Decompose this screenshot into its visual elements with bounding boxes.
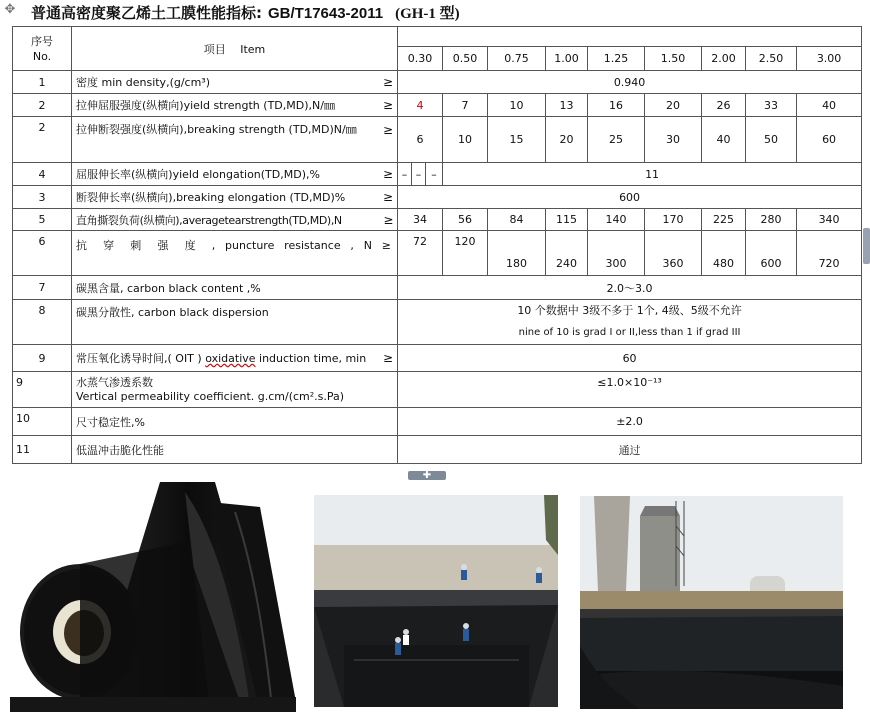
value-cell: 20 [645, 94, 702, 117]
table-row-puncture [13, 231, 862, 276]
row-no: 2 [13, 94, 72, 117]
title-cn: 普通高密度聚乙烯土工膜性能指标: [31, 4, 263, 22]
value-cell: 56 [443, 209, 488, 231]
row-label: 抗 穿 刺 强 度 , puncture resistance , N ≥ [72, 231, 398, 276]
thickness-cell: 2.00 [702, 47, 746, 71]
value-cell: 10 [443, 117, 488, 163]
value-cell: 26 [702, 94, 746, 117]
value-cell: 60 [797, 117, 862, 163]
move-handle-icon[interactable]: ✥ [4, 2, 16, 17]
table-row-dimension [13, 408, 862, 436]
dash-cell: – [412, 163, 426, 186]
value-cell: 16 [588, 94, 645, 117]
table-row-permeability [13, 372, 862, 408]
table-row-breaking-strength [13, 117, 862, 163]
ge-symbol: ≥ [382, 75, 393, 89]
thickness-cell: 0.75 [488, 47, 546, 71]
row-label [72, 372, 398, 408]
value-cell: 120 [443, 231, 488, 276]
value-cell: 72 [398, 231, 443, 276]
ge-symbol: ≥ [382, 167, 393, 181]
value-cell: 40 [702, 117, 746, 163]
table-row-oit [13, 345, 862, 372]
value-cell: 180 [488, 231, 546, 276]
row-label [72, 209, 398, 231]
table-resize-handle[interactable]: ✚ [408, 471, 446, 480]
value-cell: 13 [546, 94, 588, 117]
row-label-spellcheck: oxidative [205, 352, 256, 365]
value-cell: 600 [746, 231, 797, 276]
value-cell: 720 [797, 231, 862, 276]
value-cell: 30 [645, 117, 702, 163]
table-row-yield-elongation [13, 163, 862, 186]
row-label [72, 186, 398, 209]
table-row-carbon-content [13, 276, 862, 300]
row-label: 尺寸稳定性,% [72, 408, 398, 436]
value-cell: 10 [488, 94, 546, 117]
row-label-post: induction time, min [255, 352, 367, 365]
row-label [72, 94, 398, 117]
header-no [13, 27, 72, 71]
row-label: 碳黑含量, carbon black content ,% [72, 276, 398, 300]
row-label [72, 163, 398, 186]
table-row-yield-strength [13, 94, 862, 117]
row-no: 9 [13, 345, 72, 372]
row-label-cn: 水蒸气渗透系数 [76, 375, 153, 389]
value-cell: 170 [645, 209, 702, 231]
table-row-carbon-dispersion [13, 300, 862, 345]
industrial-pond-photo [580, 496, 843, 709]
row-label-text: 屈服伸长率(纵横向)yield elongation(TD,MD),% [76, 168, 320, 181]
row-label-pre: 常压氧化诱导时间,( OIT ) [76, 352, 206, 365]
thickness-cell: 1.00 [546, 47, 588, 71]
title-type: (GH-1 型) [395, 6, 460, 22]
value-cell: 225 [702, 209, 746, 231]
lined-pit-photo [314, 495, 558, 707]
value-cell: 33 [746, 94, 797, 117]
ge-symbol: ≥ [382, 351, 393, 365]
row-value: 0.940 [398, 71, 862, 94]
row-label: 碳黑分散性, carbon black dispersion [72, 300, 398, 345]
table-side-handle[interactable] [863, 228, 870, 264]
value-cell: 480 [702, 231, 746, 276]
value-cell: 300 [588, 231, 645, 276]
page-title [31, 2, 460, 24]
row-no: 11 [13, 436, 72, 464]
value-cell: 340 [797, 209, 862, 231]
row-label [72, 345, 398, 372]
row-no: 2 [13, 117, 72, 163]
header-no-cn: 序号 [31, 34, 53, 48]
thickness-cell: 1.25 [588, 47, 645, 71]
row-no: 8 [13, 300, 72, 345]
header-no-en: No. [32, 49, 52, 63]
row-no: 7 [13, 276, 72, 300]
value-cell: 240 [546, 231, 588, 276]
spec-table [12, 26, 862, 464]
value-cell: 6 [398, 117, 443, 163]
value-cell: 84 [488, 209, 546, 231]
row-no: 3 [13, 186, 72, 209]
value-cell: 115 [546, 209, 588, 231]
value-cell: 15 [488, 117, 546, 163]
row-value: ≤1.0×10⁻¹³ [398, 372, 862, 408]
row-no: 1 [13, 71, 72, 94]
table-row-low-temp [13, 436, 862, 464]
row-label-text: 直角撕裂负荷(纵横向),averagetearstrength(TD,MD),N [76, 213, 342, 227]
thickness-cell: 0.50 [443, 47, 488, 71]
row-label-text: 拉伸屈服强度(纵横向)yield strength (TD,MD),N/㎜ [76, 99, 335, 112]
dispersion-cn: 10 个数据中 3级不多于 1个, 4级、5级不允许 [517, 304, 742, 317]
row-value: 600 [398, 186, 862, 209]
table-row-breaking-elongation [13, 186, 862, 209]
row-value [398, 300, 862, 345]
value-cell: 34 [398, 209, 443, 231]
row-label-en: Vertical permeability coefficient. g.cm/(cm².s.Pa) [76, 389, 345, 403]
thickness-cell: 1.50 [645, 47, 702, 71]
title-standard: GB/T17643-2011 [268, 5, 384, 22]
thickness-cell: 2.50 [746, 47, 797, 71]
header-item: 项目 Item [72, 27, 398, 71]
row-no: 5 [13, 209, 72, 231]
row-no: 4 [13, 163, 72, 186]
row-value: ±2.0 [398, 408, 862, 436]
value-cell: 25 [588, 117, 645, 163]
row-label: 低温冲击脆化性能 [72, 436, 398, 464]
ge-symbol: ≥ [382, 190, 393, 204]
ge-symbol: ≥ [382, 123, 393, 137]
dash-cell: – [426, 163, 443, 186]
row-value: 11 [443, 163, 862, 186]
header-thickness-blank [398, 27, 862, 47]
dash-cell: – [398, 163, 412, 186]
value-cell: 50 [746, 117, 797, 163]
table-row-tear-strength [13, 209, 862, 231]
row-label-text: 断裂伸长率(纵横向),breaking elongation (TD,MD)% [76, 191, 346, 204]
thickness-cell: 3.00 [797, 47, 862, 71]
table-row-density [13, 71, 862, 94]
row-value: 通过 [398, 436, 862, 464]
row-value: 2.0～3.0 [398, 276, 862, 300]
thickness-cell: 0.30 [398, 47, 443, 71]
row-no: 10 [13, 408, 72, 436]
value-cell-highlighted: 4 [398, 94, 443, 117]
ge-symbol: ≥ [383, 212, 393, 227]
geomembrane-roll-photo [10, 482, 296, 712]
row-label-text: 密度 min density,(g/cm³) [76, 76, 211, 89]
row-label [72, 71, 398, 94]
value-cell: 7 [443, 94, 488, 117]
row-value: 60 [398, 345, 862, 372]
value-cell: 40 [797, 94, 862, 117]
row-label [72, 117, 398, 163]
value-cell: 140 [588, 209, 645, 231]
value-cell: 280 [746, 209, 797, 231]
value-cell: 20 [546, 117, 588, 163]
row-no: 6 [13, 231, 72, 276]
row-label-text: 拉伸断裂强度(纵横向),breaking strength (TD,MD)N/㎜ [76, 123, 357, 136]
dispersion-en: nine of 10 is grad I or II,less than 1 if grad III [518, 327, 741, 338]
value-cell: 360 [645, 231, 702, 276]
row-no: 9 [13, 372, 72, 408]
ge-symbol: ≥ [382, 98, 393, 112]
header-row-top [13, 27, 862, 47]
